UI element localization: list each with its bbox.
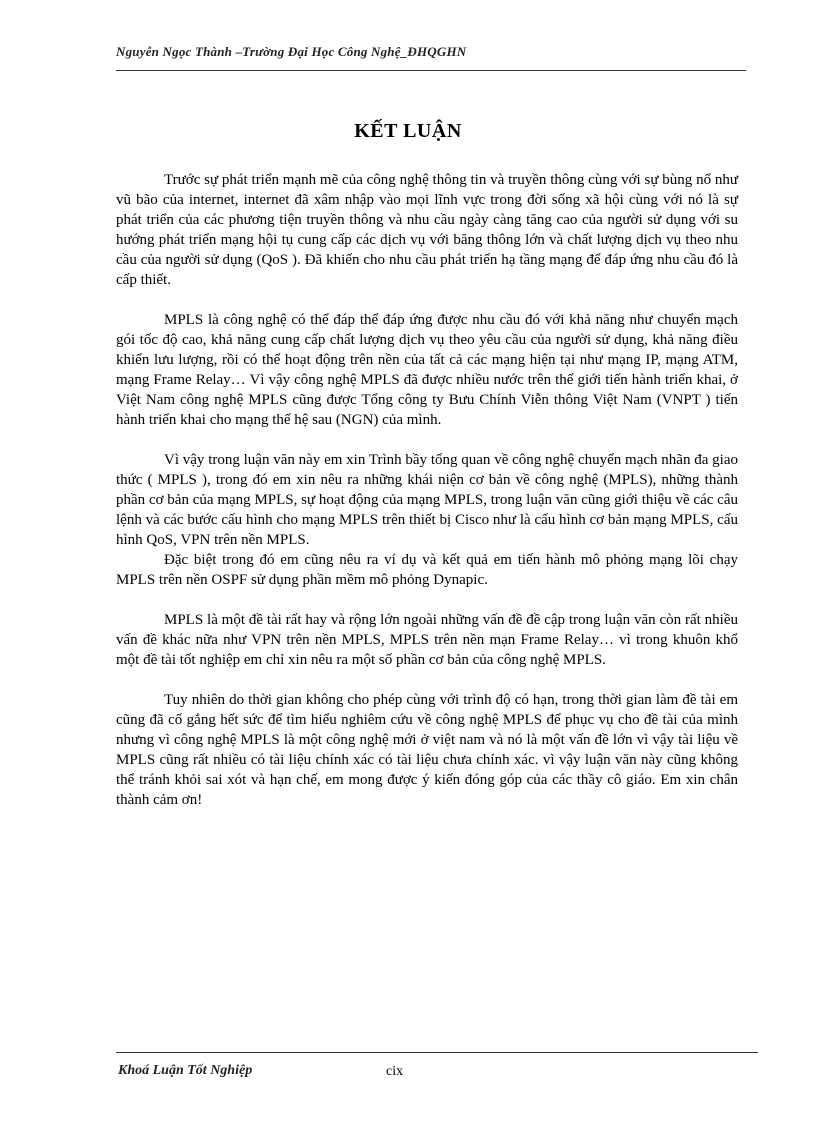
page-number: cix bbox=[386, 1064, 404, 1079]
header-divider bbox=[116, 70, 746, 71]
paragraph-1: Trước sự phát triển mạnh mẽ của công nghệ thông tin và truyền thông cùng với sự bùng nổ như vũ bão của internet, internet đã xâm nhập vào mọi lĩnh vực trong đời sống xã hội cùng với nó là sự phát triển của các phương tiện truyền thông và nhu cầu ngày càng tăng cao của người sử dụng với su hướng phát triển mạng hội tụ cung cấp các dịch vụ với băng thông lớn và chất lượng dịch vụ theo nhu cầu của người sử dụng (QoS ). Đã khiến cho nhu cầu phát triển hạ tầng mạng để đáp ứng nhu cầu đó là cấp thiết. bbox=[116, 172, 738, 288]
paragraph-5: MPLS là một đề tài rất hay và rộng lớn ngoài những vấn đề đề cập trong luận văn còn rất nhiều vấn đề khác nữa như VPN trên nền MPLS, MPLS trên nền mạn Frame Relay… vì trong khuôn khổ một đề tài tốt nghiệp em chỉ xin nêu ra một số phần cơ bản của công nghệ MPLS. bbox=[116, 612, 738, 668]
body-text bbox=[116, 170, 738, 830]
paragraph-4: Đặc biệt trong đó em cũng nêu ra ví dụ và kết quả em tiến hành mô phỏng mạng lõi chạy MPLS trên nền OSPF sử dụng phần mềm mô phỏng Dynapic. bbox=[116, 552, 738, 588]
page-header: Nguyễn Ngọc Thành –Trường Đại Học Công Nghệ_ĐHQGHN bbox=[116, 44, 467, 59]
footer-divider bbox=[116, 1052, 758, 1053]
paragraph-3: Vì vậy trong luận văn này em xin Trình bầy tổng quan về công nghệ chuyển mạch nhãn đa giao thức ( MPLS ), trong đó em xin nêu ra những khái niện cơ bản về công nghệ (MPLS), những thành phần cơ bản của mạng MPLS, sự hoạt động của mạng MPLS, trong luận văn cũng giới thiệu về các câu lệnh và các bước cấu hình cho mạng MPLS trên thiết bị Cisco như là cấu hình cơ bản mạng MPLS, cấu hình QoS, VPN trên nền MPLS. bbox=[116, 452, 738, 548]
page-title: KẾT LUẬN bbox=[354, 120, 462, 142]
footer-label: Khoá Luận Tốt Nghiệp bbox=[118, 1063, 253, 1078]
paragraph-6: Tuy nhiên do thời gian không cho phép cùng với trình độ có hạn, trong thời gian làm đề tài em cũng đã cố gắng hết sức để tìm hiểu nghiêm cứu về công nghệ MPLS để phục vụ cho đề tài của mình nhưng vì công nghệ MPLS là một công nghệ mới ở việt nam và nó là một vấn đề lớn vì vậy tài liệu về MPLS cũng rất nhiều có tài liệu chính xác có tài liệu chưa chính xác. vì vậy luận văn này cũng không thể tránh khỏi sai xót và hạn chế, em mong được ý kiến đóng góp của các thầy cô giáo. Em xin chân thành cảm ơn! bbox=[116, 692, 738, 808]
paragraph-2: MPLS là công nghệ có thể đáp thể đáp ứng được nhu cầu đó với khả năng như chuyển mạch gói tốc độ cao, khả năng cung cấp chất lượng dịch vụ theo yêu cầu của người sử dụng, khả năng điều khiển lưu lượng, rồi có thể hoạt động trên nền của tất cả các mạng hiện tại như mạng IP, mạng ATM, mạng Frame Relay… Vì vậy công nghệ MPLS đã được nhiều nước trên thế giới tiến hành triển khai, ở Việt Nam công nghệ MPLS cũng được Tổng công ty Bưu Chính Viễn thông Việt Nam (VNPT ) tiến hành triển khai cho mạng thế hệ sau (NGN) của mình. bbox=[116, 312, 738, 428]
